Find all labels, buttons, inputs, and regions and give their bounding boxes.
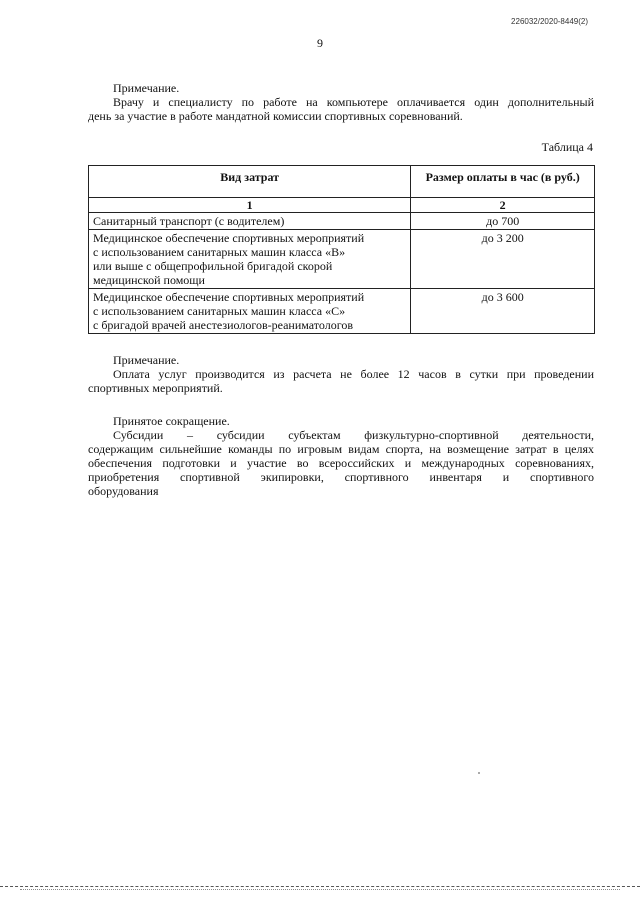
header-cost-type: Вид затрат <box>89 166 411 198</box>
abbreviation-line: обеспечения подготовки и участие во всероссийских и международных соревнованиях, <box>88 456 594 470</box>
cost-type-line: медицинской помощи <box>93 273 205 287</box>
cost-type-line: с использованием санитарных машин класса «В» <box>93 245 346 259</box>
column-number-2: 2 <box>411 198 595 213</box>
rate-cell: до 700 <box>411 213 595 230</box>
rate-cell: до 3 600 <box>411 289 595 334</box>
note2-line2: спортивных мероприятий. <box>88 381 223 395</box>
cost-type-cell <box>89 289 411 334</box>
table-row <box>89 289 595 334</box>
cost-type-line: Медицинское обеспечение спортивных мероприятий <box>93 290 365 304</box>
table-row <box>89 230 595 289</box>
abbreviation-line: оборудования <box>88 484 159 498</box>
column-number-1: 1 <box>89 198 411 213</box>
document-id: 226032/2020-8449(2) <box>511 17 588 26</box>
note2-title: Примечание. <box>113 353 180 367</box>
scan-speck <box>478 772 480 774</box>
cost-table <box>88 165 595 334</box>
header-rate: Размер оплаты в час (в руб.) <box>411 166 595 198</box>
cost-type-cell <box>89 213 411 230</box>
note2-line1: Оплата услуг производится из расчета не более 12 часов в сутки при проведении <box>113 367 594 381</box>
scan-edge-line <box>0 886 640 887</box>
table-header-row <box>89 166 595 198</box>
cost-type-line: Медицинское обеспечение спортивных мероприятий <box>93 231 365 245</box>
scan-edge-line <box>20 889 620 890</box>
page-number: 9 <box>317 36 323 50</box>
table-column-number-row <box>89 198 595 213</box>
note1-line1: Врачу и специалисту по работе на компьютере оплачивается один дополнительный <box>113 95 594 109</box>
note2-block <box>88 353 594 395</box>
abbreviation-line: приобретения спортивной экипировки, спортивного инвентаря и спортивного <box>88 470 594 484</box>
cost-type-line: или выше с общепрофильной бригадой скорой <box>93 259 333 273</box>
table-caption: Таблица 4 <box>541 140 593 154</box>
abbreviation-line: Субсидии – субсидии субъектам физкультурно-спортивной деятельности, <box>113 428 594 442</box>
cost-type-line: Санитарный транспорт (с водителем) <box>93 214 285 228</box>
table-row <box>89 213 595 230</box>
note1-title: Примечание. <box>113 81 180 95</box>
cost-type-cell <box>89 230 411 289</box>
rate-cell: до 3 200 <box>411 230 595 289</box>
note1-line2: день за участие в работе мандатной комиссии спортивных соревнований. <box>88 109 463 123</box>
abbreviation-title: Принятое сокращение. <box>113 414 230 428</box>
cost-type-line: с бригадой врачей анестезиологов-реаниматологов <box>93 318 353 332</box>
abbreviation-line: содержащим сильнейшие команды по игровым видам спорта, на возмещение затрат в целях <box>88 442 594 456</box>
note1-block <box>88 81 594 123</box>
cost-type-line: с использованием санитарных машин класса «С» <box>93 304 346 318</box>
abbreviation-block <box>88 414 594 498</box>
